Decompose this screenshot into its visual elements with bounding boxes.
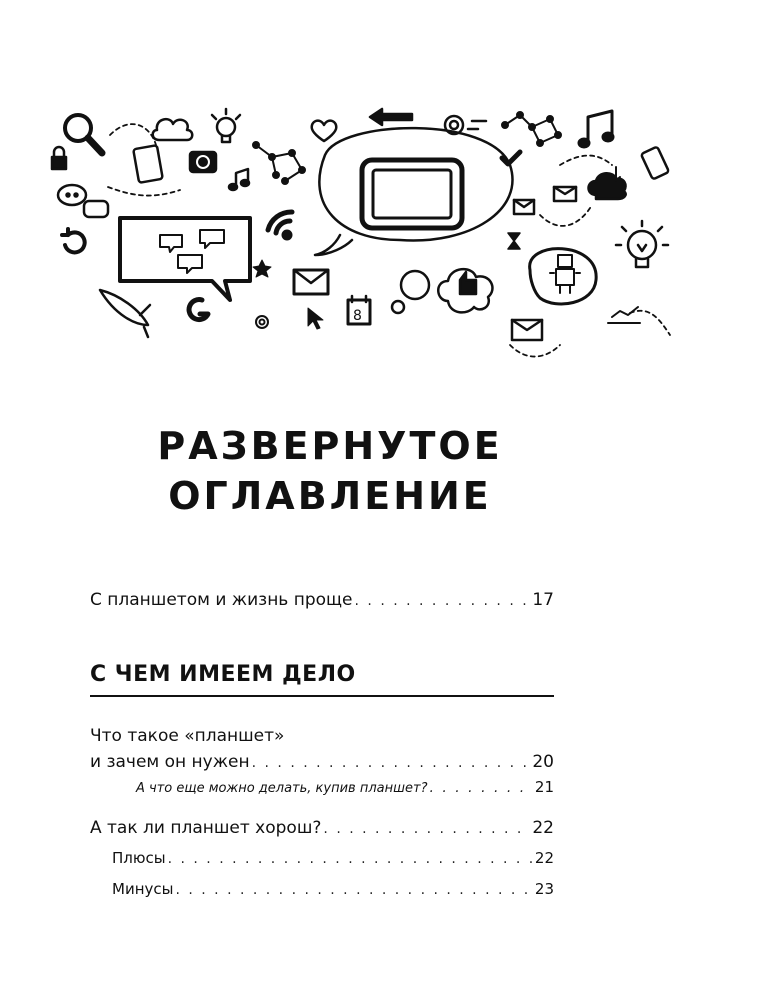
cursor-icon [308,308,323,329]
toc-entry-label: Минусы [112,880,174,898]
thought-bubble-icon [401,271,429,299]
hourglass-icon [508,233,520,249]
section-heading: С ЧЕМ ИМЕЕМ ДЕЛО [90,662,554,697]
music-note-icon [229,169,249,190]
wifi-icon [268,212,292,238]
toc-leader-dots [252,755,531,771]
search-icon [65,115,102,153]
toc-page-number: 17 [532,590,554,610]
toc-entry-label: и зачем он нужен [90,752,250,772]
toc-page-number: 20 [532,752,554,772]
arrow-left-icon [370,109,412,125]
svg-text:8: 8 [353,308,362,324]
toc-leader-dots [323,821,530,837]
toc-leader-dots [355,593,531,609]
chart-icon [608,307,640,323]
toc-leader-dots [429,780,532,796]
thought-bubble-icon [392,301,404,313]
toc-page-number: 21 [534,778,554,796]
lightbulb-icon [616,221,668,267]
at-icon [256,316,268,328]
lock-icon [52,147,66,169]
toc-leader-dots [168,851,533,867]
toc-page-number: 23 [534,880,554,898]
star-icon [253,260,271,277]
checkmark-icon [502,152,520,164]
toc-entry-1-line1[interactable]: Что такое «планшет» [90,726,285,746]
page-title-line1: РАЗВЕРНУТОЕ [157,424,503,468]
google-icon [189,300,208,320]
toc-entry-label: А так ли планшет хорош? [90,818,322,838]
network-icon [502,112,561,146]
toc-entry-intro[interactable] [90,590,554,610]
cloud-icon [153,119,193,140]
rocket-icon [100,290,150,337]
refresh-icon [62,229,85,252]
calendar-icon [348,296,370,324]
robot-icon [530,249,596,304]
toc-leader-dots [175,882,532,898]
tablet-icon [133,145,163,183]
toc-entry-2-sub1[interactable] [90,849,554,867]
toc-entry-label: С планшетом и жизнь проще [90,590,353,610]
toc-page-number: 22 [534,849,554,867]
toc-entry-label: А что еще можно делать, купив планшет? [136,781,428,796]
lightbulb-icon [212,109,240,142]
page-title-line2: ОГЛАВЛЕНИЕ [168,474,492,518]
thumbs-up-icon [438,269,492,312]
doodle-illustration [40,95,700,370]
network-icon [253,142,305,184]
heart-icon [312,121,337,141]
toc-entry-1-sub[interactable] [90,778,554,796]
smartphone-icon [641,147,669,180]
chat-icon [58,185,108,217]
envelope-icon [294,270,328,294]
music-note-icon [579,111,613,147]
toc-page-number: 22 [532,818,554,838]
envelope-icon [512,187,576,340]
toc-entry-2[interactable] [90,818,554,838]
tablet-icon [315,128,512,255]
chat-icon [120,218,250,300]
toc-entry-label: Плюсы [112,849,166,867]
toc-entry-1[interactable] [90,752,554,772]
camera-icon [190,152,216,172]
cloud-download-icon [589,167,626,199]
toc-entry-2-sub2[interactable] [90,880,554,898]
